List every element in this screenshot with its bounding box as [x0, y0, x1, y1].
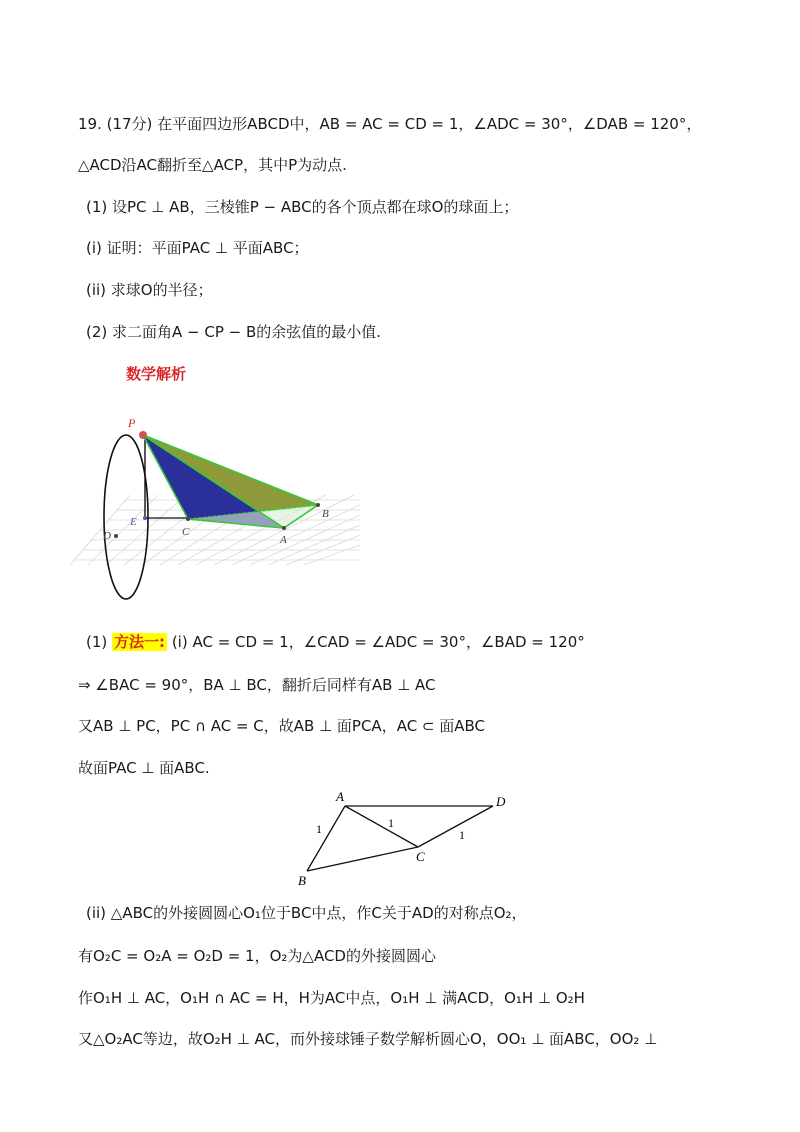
problem-line-2: △ACD沿AC翻折至△ACP，其中P为动点. [78, 156, 347, 174]
quadrilateral-figure [290, 787, 530, 897]
solution-line-6: 有O₂C = O₂A = O₂D = 1，O₂为△ACD的外接圆圆心 [78, 947, 436, 965]
segment-ac-2d [345, 806, 418, 847]
section-title: 数学解析 [126, 365, 187, 383]
solution-line-3: 又AB ⊥ PC，PC ∩ AC = C，故AB ⊥ 面PCA，AC ⊂ 面ABC [78, 717, 486, 735]
solution-part-prefix: (1) [86, 633, 108, 651]
label-b-2d: B [298, 873, 306, 888]
label-e: E [130, 516, 137, 528]
label-a: A [280, 534, 287, 546]
geometry-figure-3d [70, 415, 370, 605]
solution-line-7: 作O₁H ⊥ AC，O₁H ∩ AC = H，H为AC中点，O₁H ⊥ 满ACD，O₁H ⊥ O₂H [78, 989, 585, 1007]
point-b [316, 503, 320, 507]
problem-part-1-ii: (ii) 求球O的半径； [86, 281, 213, 299]
point-p [139, 431, 147, 439]
solution-line-1-text: (i) AC = CD = 1，∠CAD = ∠ADC = 30°，∠BAD = 120° [171, 633, 585, 651]
length-ac: 1 [388, 816, 394, 830]
length-cd: 1 [459, 828, 465, 842]
segment-cd-2d [418, 806, 493, 847]
point-d [114, 534, 118, 538]
label-b: B [322, 508, 329, 520]
rotation-ellipse [104, 435, 148, 599]
segment-bc-2d [307, 847, 418, 871]
label-c-2d: C [416, 849, 425, 864]
point-a [282, 526, 286, 530]
problem-part-2: (2) 求二面角A − CP − B的余弦值的最小值. [86, 323, 382, 341]
problem-line-1: 19. (17分) 在平面四边形ABCD中，AB = AC = CD = 1，∠ADC = 30°，∠DAB = 120°， [78, 115, 702, 133]
problem-part-1: (1) 设PC ⊥ AB，三棱锥P − ABC的各个顶点都在球O的球面上； [86, 198, 519, 216]
method-one-tag: 方法一: [114, 633, 166, 651]
solution-line-4: 故面PAC ⊥ 面ABC. [78, 759, 210, 777]
label-p: P [128, 416, 136, 430]
point-c [186, 517, 190, 521]
length-ab: 1 [316, 822, 322, 836]
label-d: D [103, 530, 111, 542]
label-c: C [182, 526, 190, 538]
solution-line-1 [86, 632, 585, 652]
point-e [143, 516, 147, 520]
problem-part-1-i: (i) 证明：平面PAC ⊥ 平面ABC； [86, 239, 309, 257]
label-d-2d: D [496, 794, 506, 809]
solution-line-5: (ii) △ABC的外接圆圆心O₁位于BC中点，作C关于AD的对称点O₂， [86, 904, 527, 922]
solution-line-2: ⇒ ∠BAC = 90°，BA ⊥ BC，翻折后同样有AB ⊥ AC [78, 676, 436, 694]
label-a-2d: A [336, 789, 344, 804]
segment-ab-2d [307, 806, 345, 871]
solution-line-8: 又△O₂AC等边，故O₂H ⊥ AC，而外接球锤子数学解析圆心O，OO₁ ⊥ 面ABC，OO₂ ⊥ [78, 1030, 658, 1048]
